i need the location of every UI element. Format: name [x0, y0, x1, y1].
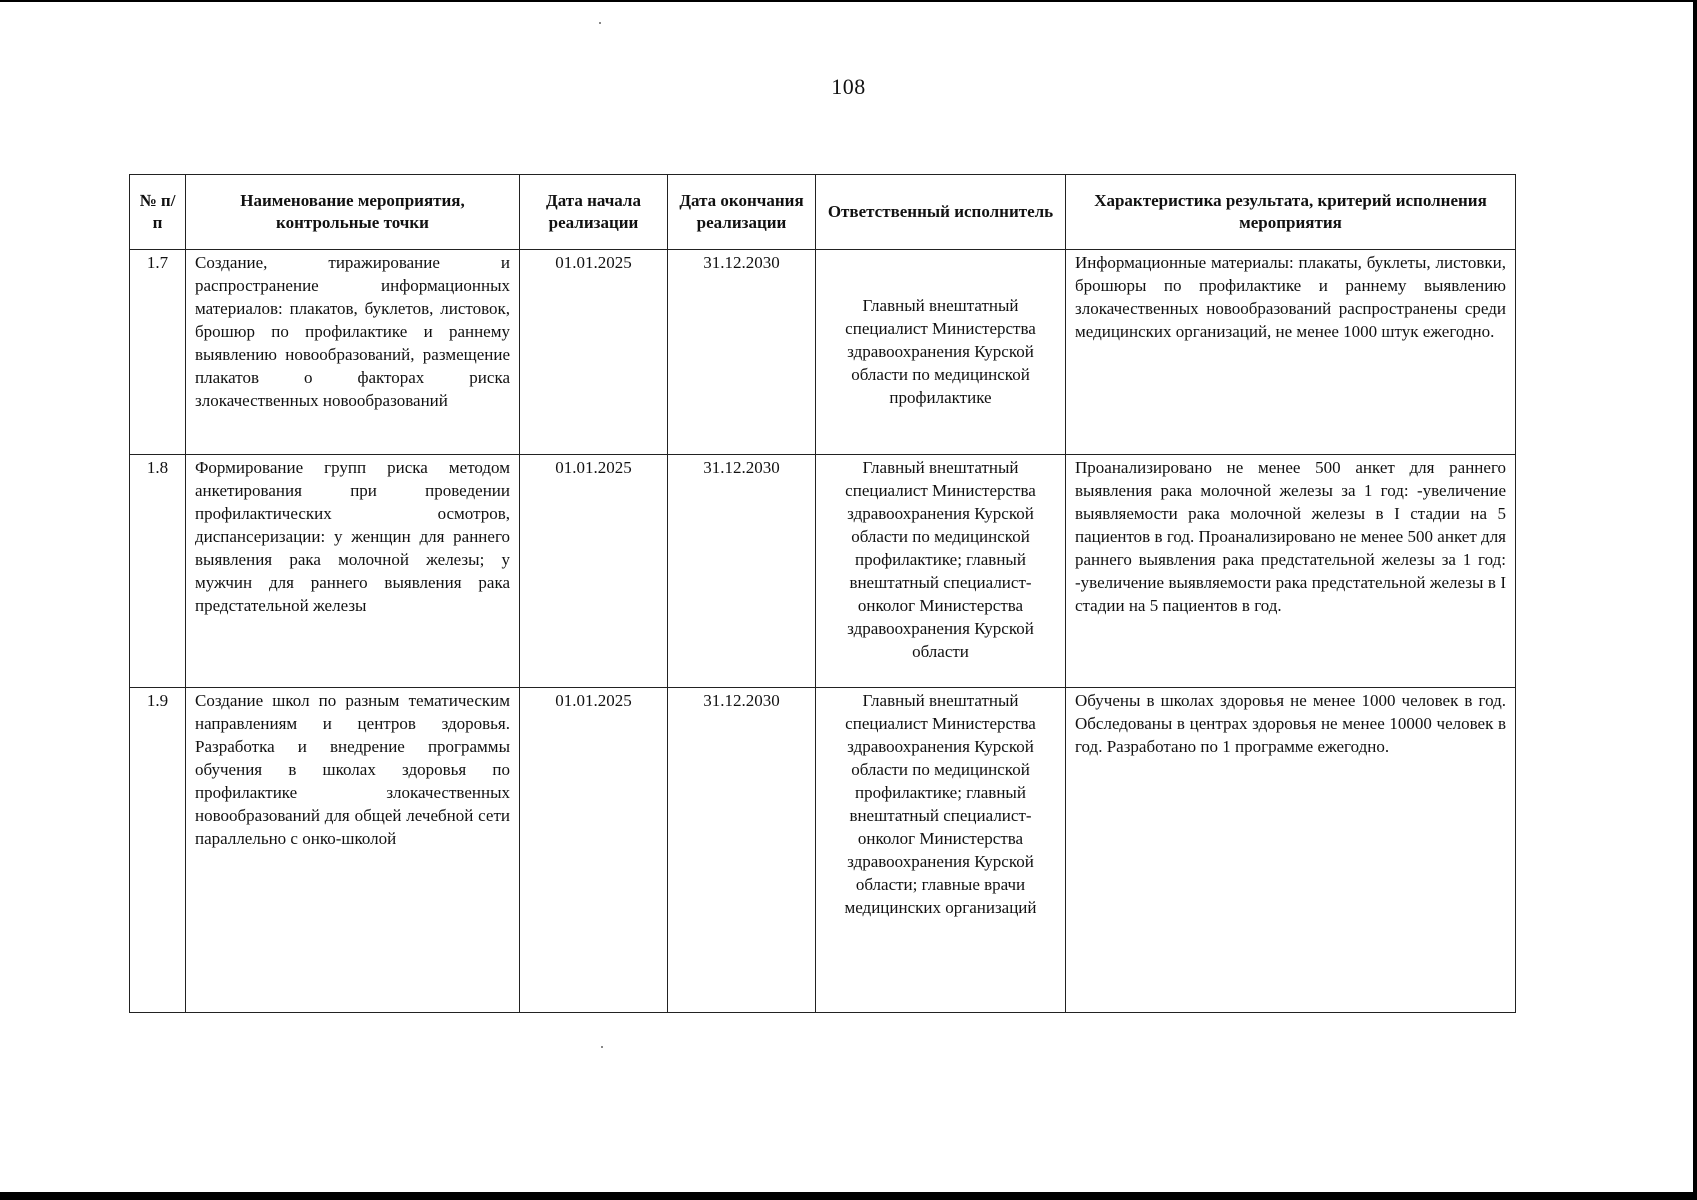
row-end-date: 31.12.2030 [668, 250, 816, 455]
header-result: Характеристика результата, критерий исполнения мероприятия [1066, 175, 1516, 250]
row-executor: Главный внештатный специалист Министерства здравоохранения Курской области по медицинской профилактике; главный внештатный специалист-онколог Министерства здравоохранения Курской области [816, 455, 1066, 688]
page-number: 108 [831, 74, 866, 99]
scan-top-border [0, 0, 1697, 2]
header-num: № п/п [130, 175, 186, 250]
row-end-date: 31.12.2030 [668, 455, 816, 688]
scan-speck [601, 1046, 603, 1048]
row-result: Обучены в школах здоровья не менее 1000 человек в год. Обследованы в центрах здоровья не менее 10000 человек в год. Разработано по 1 программе ежегодно. [1066, 688, 1516, 1013]
header-executor: Ответственный исполнитель [816, 175, 1066, 250]
row-start-date: 01.01.2025 [520, 250, 668, 455]
scan-bottom-edge [0, 1192, 1697, 1200]
activities-table [129, 174, 1516, 1013]
scan-right-edge [1693, 0, 1697, 1200]
table-header-row [130, 175, 1516, 250]
header-start-date: Дата начала реализации [520, 175, 668, 250]
row-activity-name: Создание, тиражирование и распространение информационных материалов: плакатов, буклетов, листовок, брошюр по профилактике и раннему выявлению новообразований, размещение плакатов о факторах риска злокачественных новообразований [186, 250, 520, 455]
row-executor: Главный внештатный специалист Министерства здравоохранения Курской области по медицинской профилактике [816, 250, 1066, 455]
row-result: Проанализировано не менее 500 анкет для раннего выявления рака молочной железы за 1 год: -увеличение выявляемости рака молочной железы в I стадии на 5 пациентов в год. Проанализировано не менее 500 анкет для раннего выявления рака предстательной железы за 1 год: -увеличение выявляемости рака предстательной железы в I стадии на 5 пациентов в год. [1066, 455, 1516, 688]
row-activity-name: Создание школ по разным тематическим направлениям и центров здоровья. Разработка и внедрение программы обучения в школах здоровья по профилактике злокачественных новообразований для общей лечебной сети параллельно с онко-школой [186, 688, 520, 1013]
row-num: 1.9 [130, 688, 186, 1013]
row-executor: Главный внештатный специалист Министерства здравоохранения Курской области по медицинской профилактике; главный внештатный специалист-онколог Министерства здравоохранения Курской области; главные врачи медицинских организаций [816, 688, 1066, 1013]
row-result: Информационные материалы: плакаты, буклеты, листовки, брошюры по профилактике и раннему выявлению злокачественных новообразований распространены среди медицинских организаций, не менее 1000 штук ежегодно. [1066, 250, 1516, 455]
header-end-date: Дата окончания реализации [668, 175, 816, 250]
row-start-date: 01.01.2025 [520, 455, 668, 688]
table-row [130, 455, 1516, 688]
row-end-date: 31.12.2030 [668, 688, 816, 1013]
row-start-date: 01.01.2025 [520, 688, 668, 1013]
header-name: Наименование мероприятия, контрольные точки [186, 175, 520, 250]
table-row [130, 250, 1516, 455]
row-num: 1.8 [130, 455, 186, 688]
row-num: 1.7 [130, 250, 186, 455]
scan-speck [599, 22, 601, 24]
row-activity-name: Формирование групп риска методом анкетирования при проведении профилактических осмотров, диспансеризации: у женщин для раннего выявления рака молочной железы; у мужчин для раннего выявления рака предстательной железы [186, 455, 520, 688]
table-row [130, 688, 1516, 1013]
